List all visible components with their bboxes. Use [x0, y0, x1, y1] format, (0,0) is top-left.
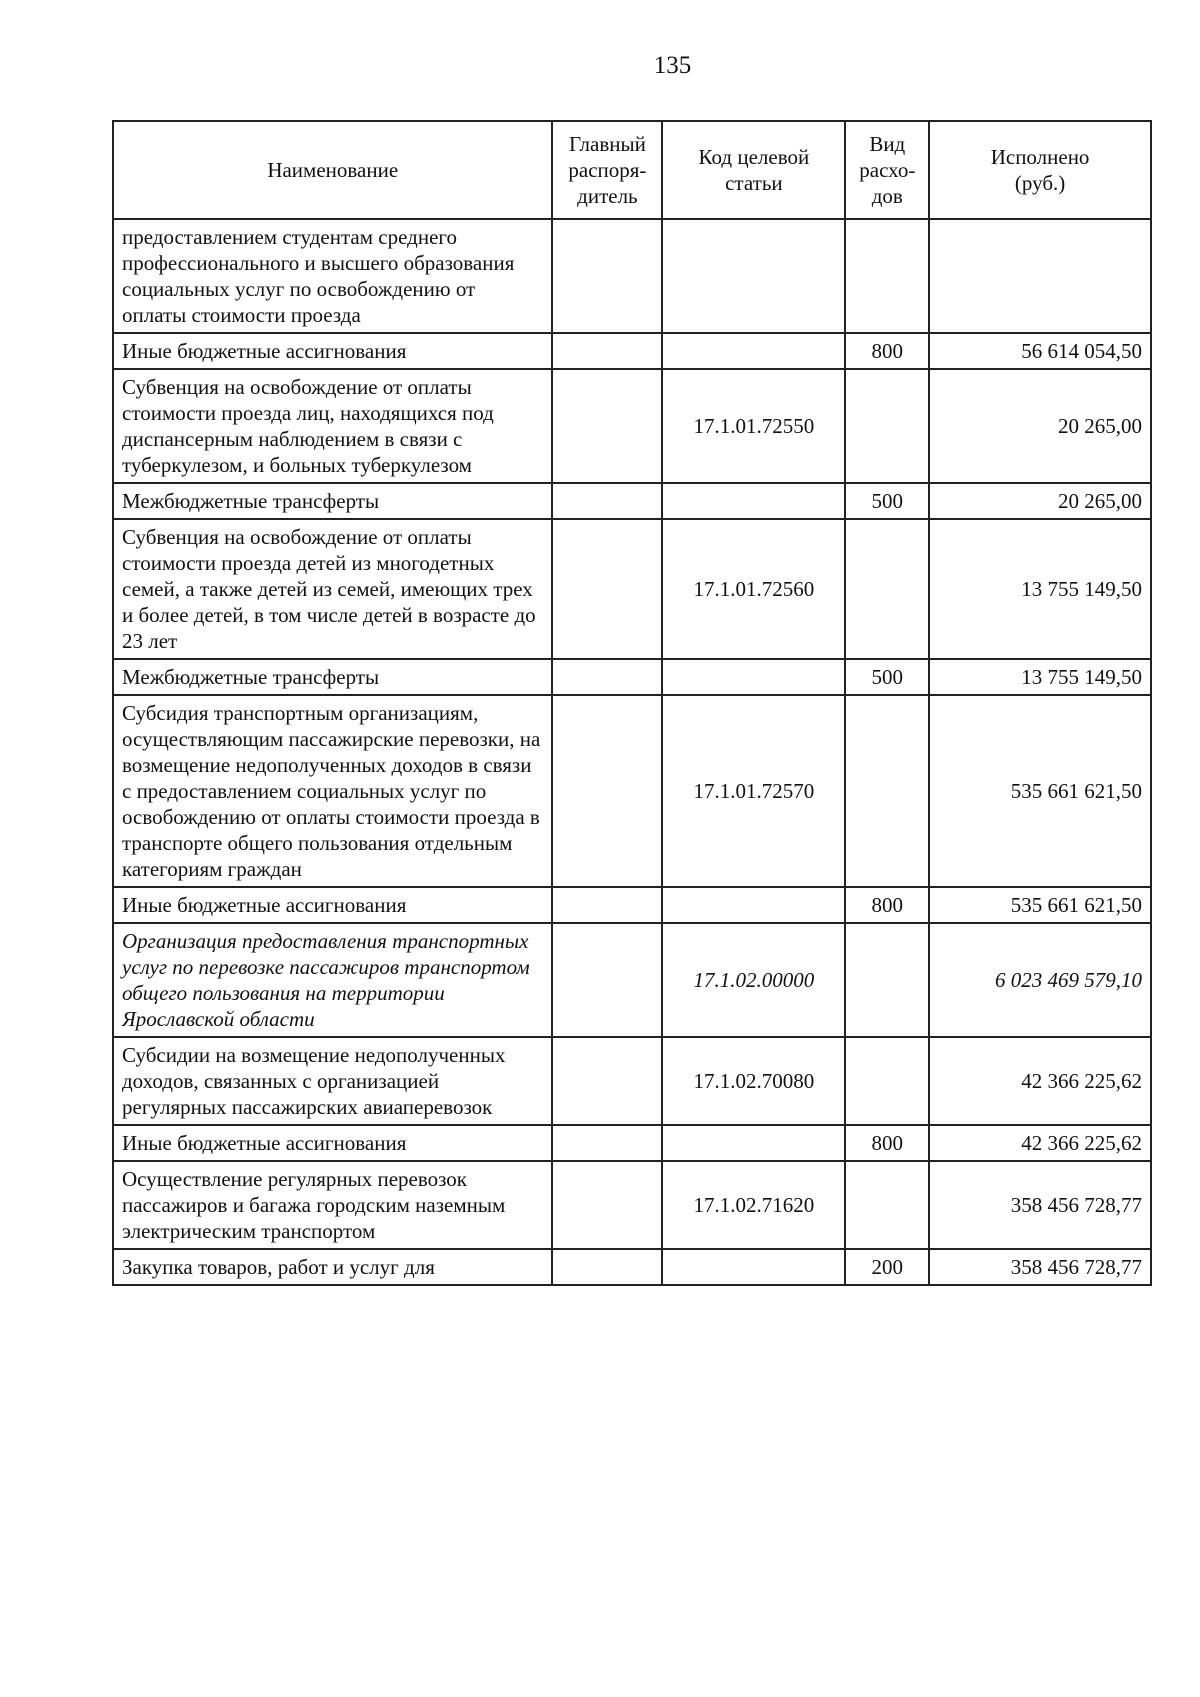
row-target-code — [662, 483, 845, 519]
row-name: Осуществление регулярных перевозок пассажиров и багажа городским наземным электрическим транспортом — [113, 1161, 552, 1249]
row-executed: 42 366 225,62 — [929, 1125, 1151, 1161]
row-expense-type — [845, 923, 929, 1037]
row-expense-type: 800 — [845, 887, 929, 923]
table-row — [113, 923, 1151, 1037]
row-executed: 535 661 621,50 — [929, 695, 1151, 887]
row-executed: 20 265,00 — [929, 483, 1151, 519]
row-main-manager — [552, 1161, 662, 1249]
row-expense-type — [845, 219, 929, 333]
row-target-code — [662, 659, 845, 695]
row-name: Субвенция на освобождение от оплаты стоимости проезда лиц, находящихся под диспансерным наблюдением в связи с туберкулезом, и больных туберкулезом — [113, 369, 552, 483]
table-row — [113, 1125, 1151, 1161]
row-executed: 6 023 469 579,10 — [929, 923, 1151, 1037]
table-row — [113, 219, 1151, 333]
row-main-manager — [552, 659, 662, 695]
row-executed: 20 265,00 — [929, 369, 1151, 483]
row-target-code: 17.1.01.72570 — [662, 695, 845, 887]
row-main-manager — [552, 369, 662, 483]
budget-table — [112, 120, 1152, 1286]
table-row — [113, 1161, 1151, 1249]
row-target-code: 17.1.01.72550 — [662, 369, 845, 483]
row-target-code — [662, 219, 845, 333]
row-main-manager — [552, 333, 662, 369]
row-main-manager — [552, 923, 662, 1037]
row-name: Закупка товаров, работ и услуг для — [113, 1249, 552, 1285]
row-name: Субсидия транспортным организациям, осуществляющим пассажирские перевозки, на возмещение недополученных доходов в связи с предоставлением социальных услуг по освобождению от оплаты стоимости проезда в транспорте общего пользования отдельным категориям граждан — [113, 695, 552, 887]
table-row — [113, 369, 1151, 483]
row-main-manager — [552, 695, 662, 887]
row-expense-type — [845, 519, 929, 659]
row-target-code: 17.1.02.71620 — [662, 1161, 845, 1249]
table-row — [113, 695, 1151, 887]
row-expense-type — [845, 695, 929, 887]
table-row — [113, 887, 1151, 923]
row-name: Межбюджетные трансферты — [113, 483, 552, 519]
header-name: Наименование — [113, 121, 552, 219]
row-target-code: 17.1.02.70080 — [662, 1037, 845, 1125]
row-expense-type — [845, 1161, 929, 1249]
row-main-manager — [552, 519, 662, 659]
row-executed: 535 661 621,50 — [929, 887, 1151, 923]
row-main-manager — [552, 1125, 662, 1161]
table-row — [113, 519, 1151, 659]
row-expense-type — [845, 369, 929, 483]
table-row — [113, 333, 1151, 369]
row-expense-type: 200 — [845, 1249, 929, 1285]
row-expense-type: 800 — [845, 1125, 929, 1161]
row-main-manager — [552, 887, 662, 923]
row-executed: 358 456 728,77 — [929, 1249, 1151, 1285]
row-target-code — [662, 1249, 845, 1285]
table-header-row — [113, 121, 1151, 219]
row-name: Межбюджетные трансферты — [113, 659, 552, 695]
row-target-code: 17.1.01.72560 — [662, 519, 845, 659]
row-executed: 13 755 149,50 — [929, 519, 1151, 659]
row-executed: 358 456 728,77 — [929, 1161, 1151, 1249]
row-main-manager — [552, 483, 662, 519]
row-expense-type: 500 — [845, 659, 929, 695]
header-expense-type: Вид расхо- дов — [845, 121, 929, 219]
row-name: Иные бюджетные ассигнования — [113, 1125, 552, 1161]
row-executed — [929, 219, 1151, 333]
row-target-code: 17.1.02.00000 — [662, 923, 845, 1037]
row-executed: 13 755 149,50 — [929, 659, 1151, 695]
row-executed: 56 614 054,50 — [929, 333, 1151, 369]
row-main-manager — [552, 1037, 662, 1125]
row-name: предоставлением студентам среднего профессионального и высшего образования социальных услуг по освобождению от оплаты стоимости проезда — [113, 219, 552, 333]
page-number: 135 — [653, 52, 692, 79]
table-row — [113, 483, 1151, 519]
row-name: Организация предоставления транспортных услуг по перевозке пассажиров транспортом общего пользования на территории Ярославской области — [113, 923, 552, 1037]
header-target-code: Код целевой статьи — [662, 121, 845, 219]
table-row — [113, 1249, 1151, 1285]
header-executed: Исполнено (руб.) — [929, 121, 1151, 219]
row-target-code — [662, 333, 845, 369]
row-name: Субвенция на освобождение от оплаты стоимости проезда детей из многодетных семей, а также детей из семей, имеющих трех и более детей, в том числе детей в возрасте до 23 лет — [113, 519, 552, 659]
row-target-code — [662, 887, 845, 923]
header-main-manager: Главный распоря- дитель — [552, 121, 662, 219]
row-name: Иные бюджетные ассигнования — [113, 333, 552, 369]
row-executed: 42 366 225,62 — [929, 1037, 1151, 1125]
row-target-code — [662, 1125, 845, 1161]
row-expense-type: 500 — [845, 483, 929, 519]
row-expense-type — [845, 1037, 929, 1125]
table-row — [113, 1037, 1151, 1125]
row-main-manager — [552, 1249, 662, 1285]
table-row — [113, 659, 1151, 695]
row-name: Субсидии на возмещение недополученных доходов, связанных с организацией регулярных пассажирских авиаперевозок — [113, 1037, 552, 1125]
row-name: Иные бюджетные ассигнования — [113, 887, 552, 923]
row-main-manager — [552, 219, 662, 333]
row-expense-type: 800 — [845, 333, 929, 369]
